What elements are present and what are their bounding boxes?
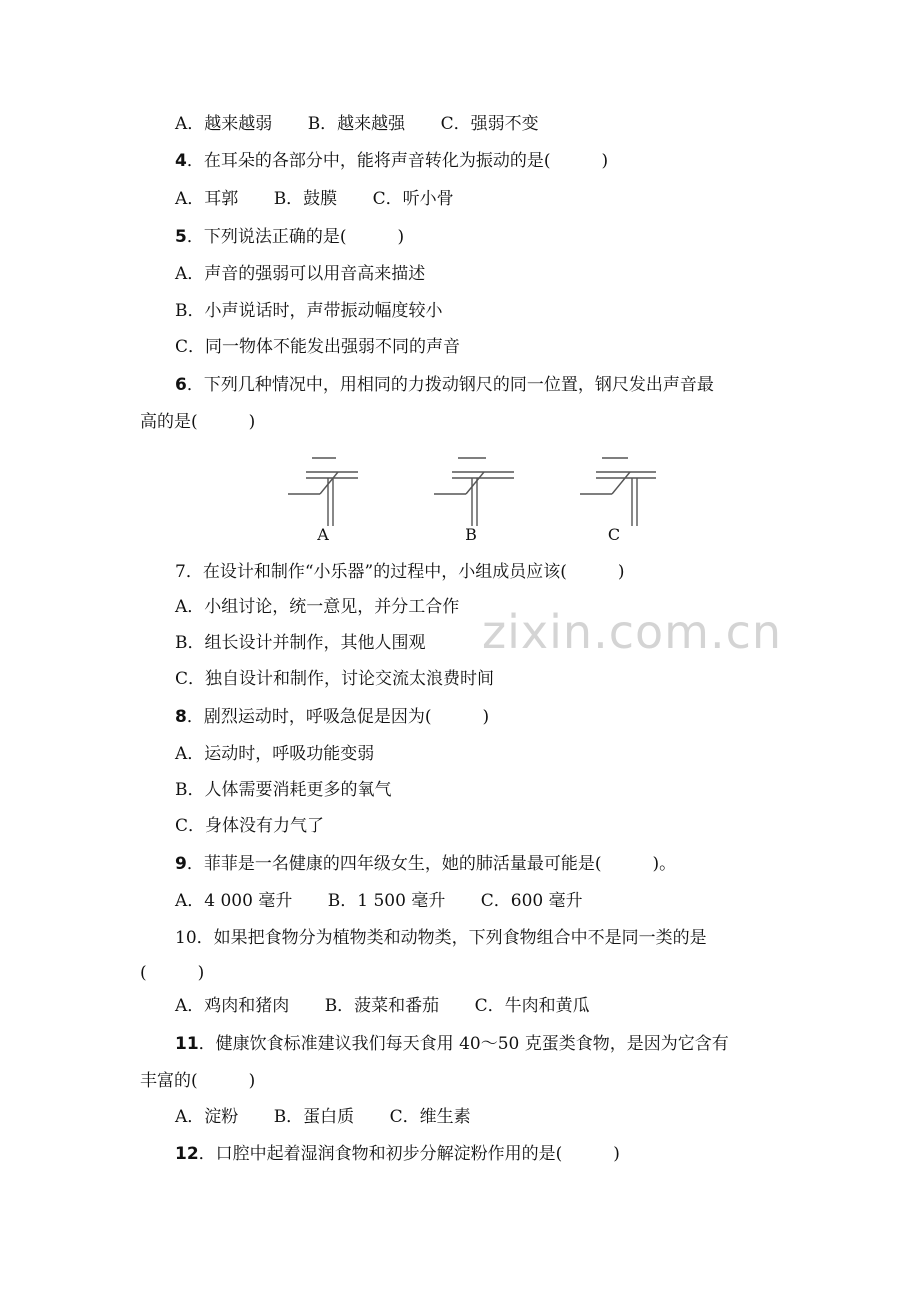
q4-number: 4 — [175, 151, 187, 171]
q4-options — [175, 188, 484, 210]
q8-number: 8 — [175, 707, 187, 727]
q4-option-c: C．听小骨 — [372, 189, 454, 209]
q12-stem — [175, 1143, 620, 1165]
q10-stem — [175, 927, 707, 949]
q10-text-line2: ( ) — [140, 963, 205, 983]
q10-number: 10 — [175, 928, 197, 948]
q8-option-a: A．运动时，呼吸功能变弱 — [175, 744, 375, 764]
q4-option-b: B．鼓膜 — [273, 189, 338, 209]
ruler-label-c: C — [607, 525, 621, 544]
q5-number: 5 — [175, 227, 187, 247]
q12-text: ．口腔中起着湿润食物和初步分解淀粉作用的是( ) — [198, 1144, 620, 1164]
q5-stem — [175, 226, 404, 248]
q4-text: ．在耳朵的各部分中，能将声音转化为振动的是( ) — [186, 151, 609, 171]
q9-option-c: C．600 毫升 — [480, 891, 583, 911]
q8-text: ．剧烈运动时，呼吸急促是因为( ) — [186, 707, 490, 727]
q10-option-b: B．菠菜和番茄 — [324, 996, 440, 1016]
q9-number: 9 — [175, 854, 187, 874]
q3-option-a: A．越来越弱 — [175, 114, 273, 134]
q10-text-line1: ．如果把食物分为植物类和动物类，下列食物组合中不是同一类的是 — [196, 928, 707, 948]
q10-option-a: A．鸡肉和猪肉 — [175, 996, 290, 1016]
q8-stem — [175, 706, 489, 728]
q7-option-a: A．小组讨论，统一意见，并分工合作 — [175, 597, 460, 617]
q6-text-line2: 高的是( ) — [140, 412, 256, 432]
q11-text-line1: ．健康饮食标准建议我们每天食用 40～50 克蛋类食物，是因为它含有 — [198, 1034, 729, 1054]
q9-stem — [175, 853, 676, 875]
q7-text: ．在设计和制作“小乐器”的过程中，小组成员应该( ) — [185, 562, 625, 582]
q7-stem — [175, 561, 624, 583]
q6-number: 6 — [175, 375, 187, 395]
q9-options — [175, 890, 613, 912]
q11-text-line2: 丰富的( ) — [140, 1071, 256, 1091]
q9-option-b: B．1 500 毫升 — [327, 891, 446, 911]
ruler-label-b: B — [465, 525, 477, 544]
q7-option-c: C．独自设计和制作，讨论交流太浪费时间 — [175, 669, 495, 689]
q3-options — [175, 113, 569, 135]
q11-option-c: C．维生素 — [389, 1107, 471, 1127]
q5-option-b: B．小声说话时，声带振动幅度较小 — [175, 301, 443, 321]
q4-stem — [175, 150, 608, 172]
q11-option-b: B．蛋白质 — [273, 1107, 355, 1127]
q3-option-b: B．越来越强 — [307, 114, 406, 134]
q8-option-c: C．身体没有力气了 — [175, 816, 325, 836]
q11-number: 11 — [175, 1034, 199, 1054]
q5-text: ．下列说法正确的是( ) — [186, 227, 405, 247]
q4-option-a: A．耳郭 — [175, 189, 239, 209]
q8-option-b: B．人体需要消耗更多的氧气 — [175, 780, 392, 800]
q7-number: 7 — [175, 562, 186, 582]
q5-option-a: A．声音的强弱可以用音高来描述 — [175, 264, 426, 284]
q11-options — [175, 1106, 501, 1128]
q3-option-c: C．强弱不变 — [440, 114, 539, 134]
q9-option-a: A．4 000 毫升 — [175, 891, 293, 911]
ruler-diagram — [286, 446, 666, 526]
q12-number: 12 — [175, 1144, 199, 1164]
q5-option-c: C．同一物体不能发出强弱不同的声音 — [175, 337, 461, 357]
q9-text: ．菲菲是一名健康的四年级女生，她的肺活量最可能是( )。 — [186, 854, 677, 874]
q10-option-c: C．牛肉和黄瓜 — [474, 996, 590, 1016]
q11-option-a: A．淀粉 — [175, 1107, 239, 1127]
q6-text-line1: ．下列几种情况中，用相同的力拨动钢尺的同一位置，钢尺发出声音最 — [186, 375, 714, 395]
q10-options — [175, 995, 620, 1017]
q6-stem — [175, 374, 714, 396]
ruler-figure — [286, 446, 666, 550]
watermark: zixin.com.cn — [482, 605, 783, 659]
q7-option-b: B．组长设计并制作，其他人围观 — [175, 633, 426, 653]
ruler-label-a: A — [317, 525, 329, 544]
q11-stem — [175, 1033, 729, 1055]
